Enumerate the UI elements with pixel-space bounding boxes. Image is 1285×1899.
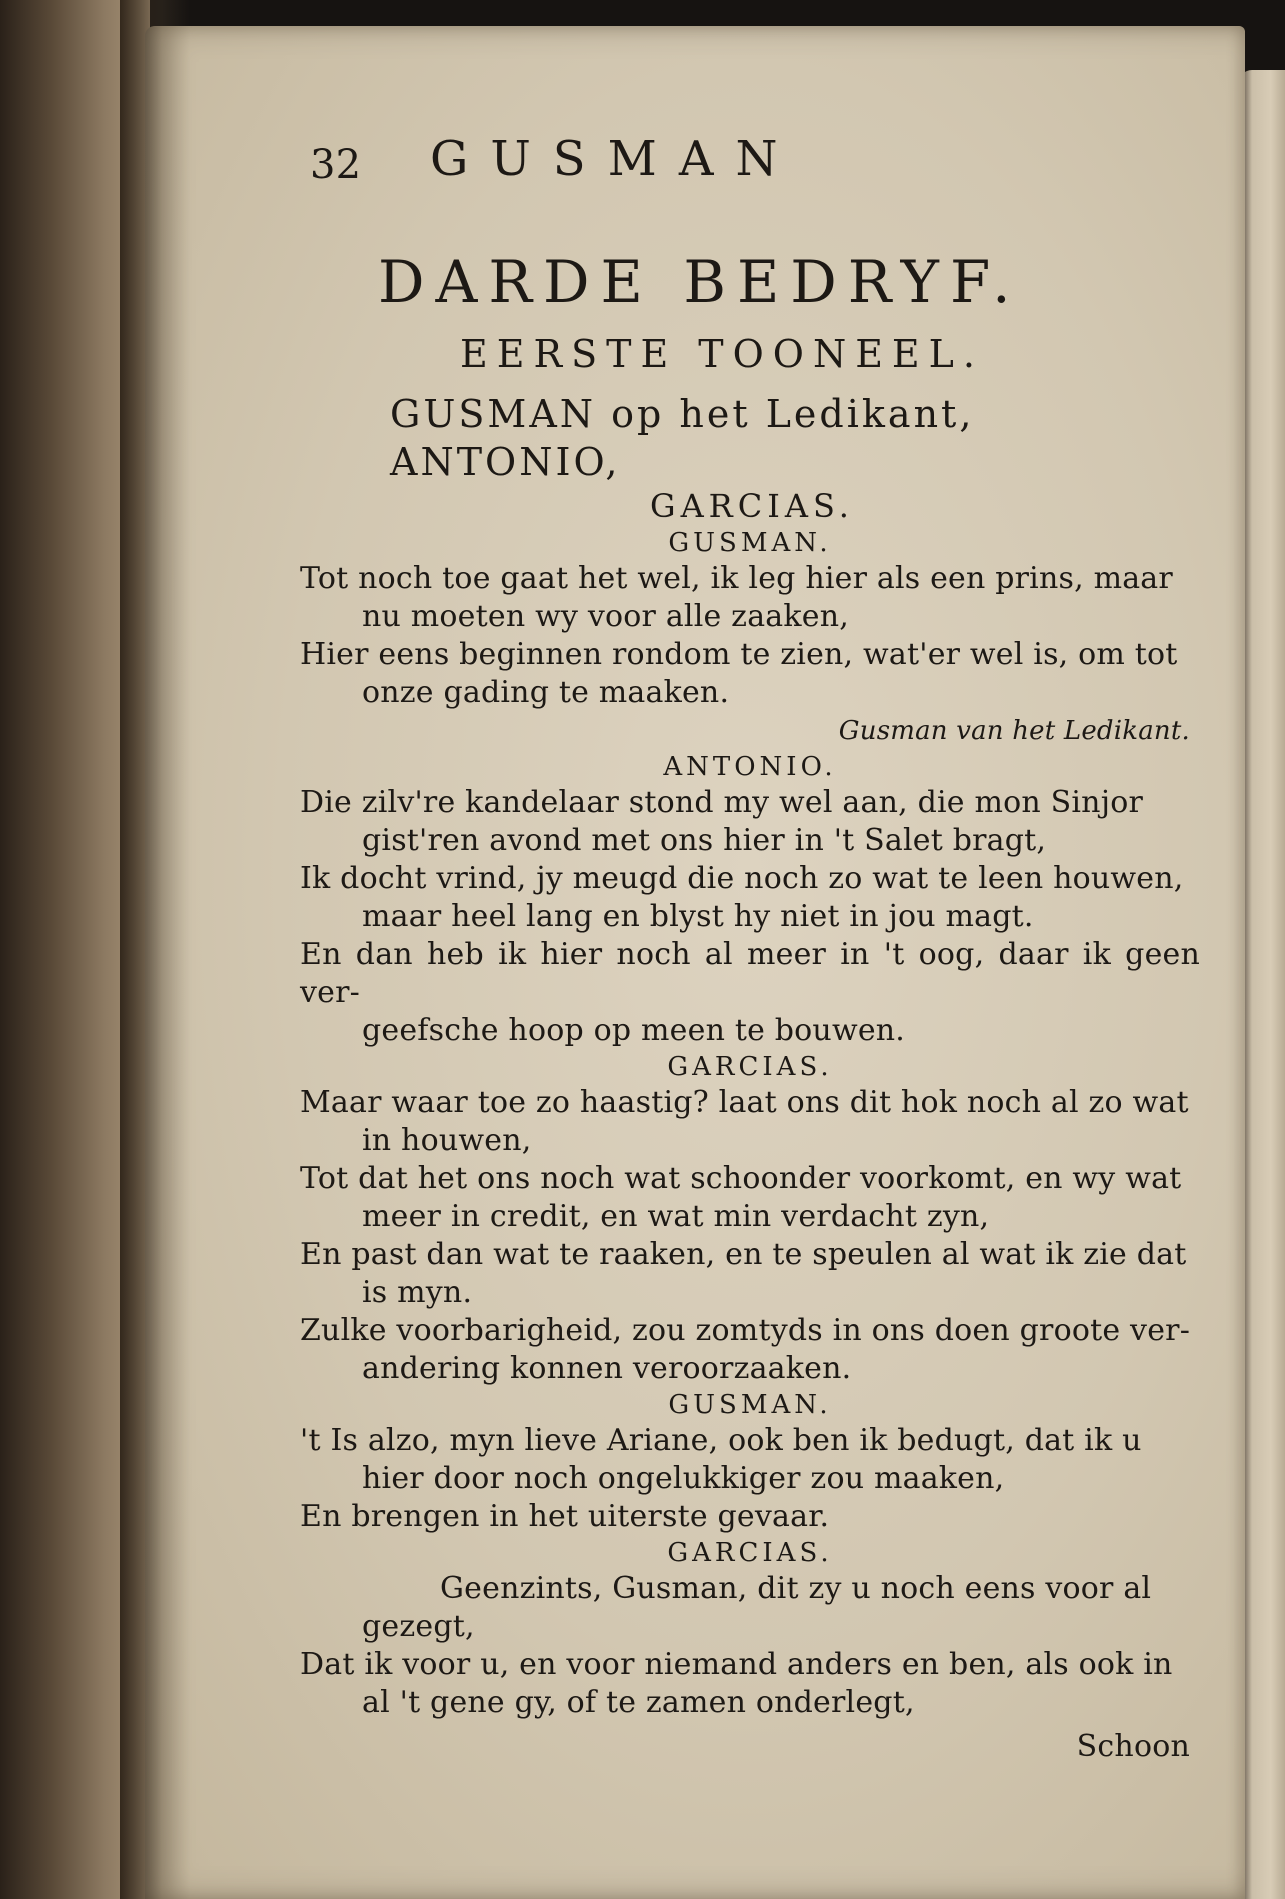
page-text bbox=[290, 131, 1200, 1766]
scene-title: EERSTE TOONEEL. bbox=[460, 332, 984, 376]
verse-line: Dat ik voor u, en voor niemand anders en ben, als ook in bbox=[300, 1647, 1173, 1682]
verse-line: meer in credit, en wat min verdacht zyn, bbox=[362, 1199, 990, 1234]
verse-line: Tot noch toe gaat het wel, ik leg hier als een prins, maar bbox=[300, 561, 1173, 596]
verse-line: Hier eens beginnen rondom te zien, wat'er wel is, om tot bbox=[300, 637, 1178, 672]
verse-line: Zulke voorbarigheid, zou zomtyds in ons doen groote ver- bbox=[300, 1313, 1191, 1348]
page-header bbox=[290, 131, 1200, 210]
verse-line: Tot dat het ons noch wat schoonder voorkomt, en wy wat bbox=[300, 1161, 1182, 1196]
speaker-name: GARCIAS. bbox=[667, 1538, 833, 1568]
verse-line: En past dan wat te raaken, en te speulen al wat ik zie dat bbox=[300, 1237, 1187, 1272]
verse-line: En dan heb ik hier noch al meer in 't oog, daar ik geen ver- bbox=[300, 937, 1200, 1010]
verse-line: nu moeten wy voor alle zaaken, bbox=[362, 599, 849, 634]
verse-line: gist'ren avond met ons hier in 't Salet bragt, bbox=[362, 823, 1047, 858]
verse-line: in houwen, bbox=[362, 1123, 532, 1158]
verse-line: andering konnen veroorzaaken. bbox=[362, 1351, 852, 1386]
running-head: GUSMAN bbox=[430, 131, 800, 187]
verse-line: 't Is alzo, myn lieve Ariane, ook ben ik bedugt, dat ik u bbox=[300, 1423, 1142, 1458]
verse-line: hier door noch ongelukkiger zou maaken, bbox=[362, 1461, 1005, 1496]
verse-line: Maar waar toe zo haastig? laat ons dit hok noch al zo wat bbox=[300, 1085, 1189, 1120]
page-gutter bbox=[120, 0, 190, 1899]
catchword: Schoon bbox=[1076, 1729, 1190, 1764]
stage-direction: Gusman van het Ledikant. bbox=[838, 716, 1190, 746]
verse-line: En brengen in het uiterste gevaar. bbox=[300, 1499, 830, 1534]
verse-line: geefsche hoop op meen te bouwen. bbox=[362, 1013, 906, 1048]
play-text bbox=[290, 526, 1200, 1722]
dramatis-personae-line: GUSMAN op het Ledikant, ANTONIO, bbox=[390, 392, 975, 484]
speaker-name: GUSMAN. bbox=[668, 1390, 832, 1420]
speaker-name: GUSMAN. bbox=[668, 528, 832, 558]
verse-line: gezegt, bbox=[362, 1609, 475, 1644]
facing-page-right bbox=[1238, 70, 1285, 1899]
page-number: 32 bbox=[310, 142, 362, 188]
verse-line: al 't gene gy, of te zamen onderlegt, bbox=[362, 1685, 915, 1720]
verse-line: Geenzints, Gusman, dit zy u noch eens voor al bbox=[440, 1571, 1152, 1606]
verse-line: is myn. bbox=[362, 1275, 473, 1310]
verse-line: maar heel lang en blyst hy niet in jou magt. bbox=[362, 899, 1034, 934]
act-title: DARDE BEDRYF. bbox=[378, 248, 1022, 316]
speaker-name: GARCIAS. bbox=[667, 1052, 833, 1082]
dramatis-personae-line: GARCIAS. bbox=[650, 487, 854, 525]
verse-line: Die zilv're kandelaar stond my wel aan, die mon Sinjor bbox=[300, 785, 1144, 820]
speaker-name: ANTONIO. bbox=[663, 752, 837, 782]
verse-line: Ik docht vrind, jy meugd die noch zo wat te leen houwen, bbox=[300, 861, 1184, 896]
verse-line: onze gading te maaken. bbox=[362, 675, 730, 710]
